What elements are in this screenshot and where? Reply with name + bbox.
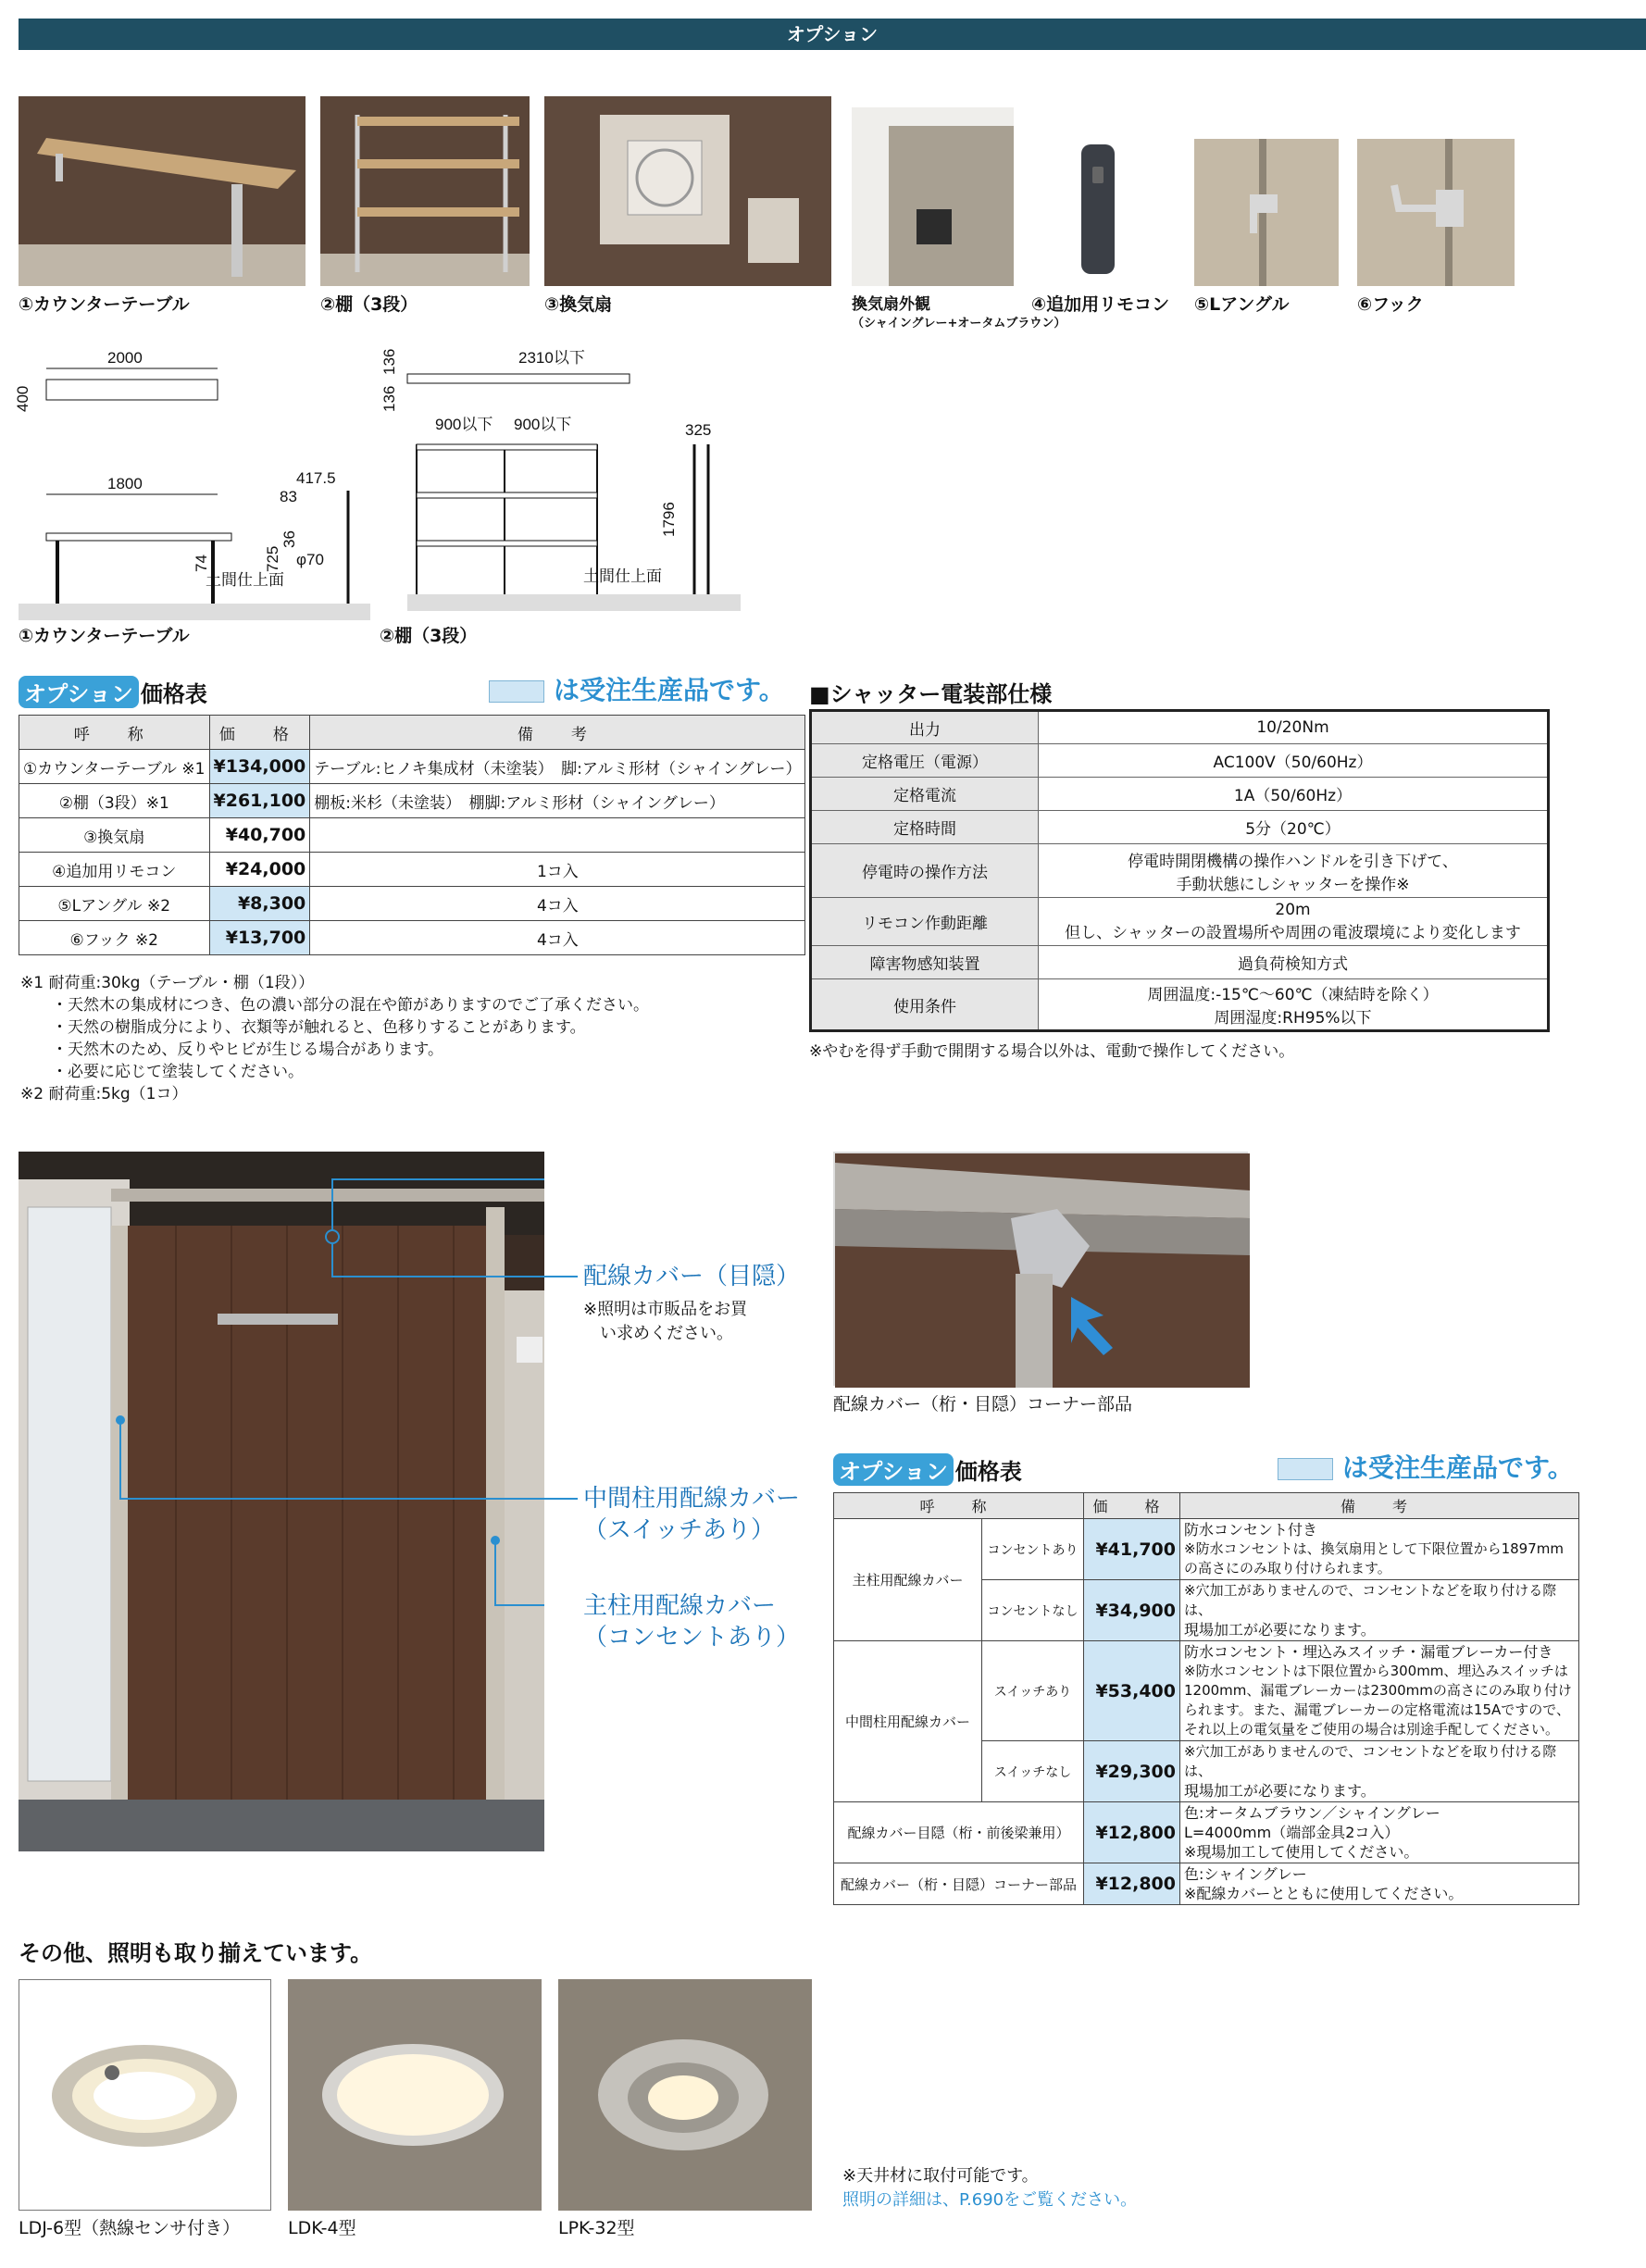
spec-value: 過負荷検知方式: [1039, 946, 1549, 979]
remark-line: 防水コンセント・埋込みスイッチ・漏電ブレーカー付き: [1184, 1643, 1553, 1661]
spec-value-line: 周囲湿度:RH95%以下: [1214, 1009, 1372, 1028]
spec-value: AC100V（50/60Hz）: [1039, 744, 1549, 778]
row-price: ¥261,100: [209, 784, 310, 818]
row-name: ⑤Lアングル ※2: [19, 887, 210, 921]
row-price: ¥8,300: [209, 887, 310, 921]
shutter-footnote: ※やむを得ず手動で開閉する場合以外は、電動で操作してください。: [809, 1042, 1295, 1061]
row-price: ¥13,700: [209, 921, 310, 955]
section-header: オプション: [19, 19, 1646, 50]
counter-caption: ①カウンターテーブル: [19, 294, 190, 315]
callout-line: （コンセントあり）: [583, 1624, 801, 1651]
wiring-cover-callout: 配線カバー（目隠）: [583, 1263, 801, 1290]
dim-36: 36: [281, 530, 298, 548]
row-sub: スイッチなし: [982, 1741, 1084, 1802]
remark-line: 防水コンセント付き: [1184, 1521, 1318, 1539]
row-price: ¥12,800: [1084, 1802, 1180, 1863]
mid-post-cover-callout: [583, 1483, 800, 1546]
table-header-row: [834, 1493, 1579, 1519]
callout-line: 主柱用配線カバー: [583, 1592, 777, 1620]
corner-part-illustration: [835, 1153, 1250, 1388]
shelf-caption: ②棚（3段）: [320, 294, 418, 315]
remark-line: ※防水コンセントは、換気扇用として下限位置から1897mm: [1184, 1540, 1564, 1557]
fan-illustration: [544, 96, 831, 286]
row-price: ¥40,700: [209, 818, 310, 853]
remote-illustration: [1079, 144, 1116, 274]
callout-leader-extensions: [544, 1176, 581, 1407]
spec-value-line: 但し、シャッターの設置場所や周囲の電波環境により変化します: [1065, 924, 1521, 942]
spec-value: [1039, 844, 1549, 898]
lighting-title: その他、照明も取り揃えています。: [19, 1940, 373, 1966]
lpk32-caption: LPK-32型: [558, 2218, 635, 2238]
price-table1: [19, 715, 805, 955]
remark-line: 現場加工が必要になります。: [1184, 1782, 1376, 1800]
spec-label: 出力: [811, 711, 1039, 744]
note-line: ・必要に応じて塗装してください。: [20, 1063, 304, 1081]
made-to-order-note2: [1278, 1448, 1574, 1485]
shelf-dimension-drawing: [380, 343, 741, 620]
row-remark: 棚板:米杉（未塗装） 棚脚:アルミ形材（シャイングレー）: [310, 784, 805, 818]
note-line: ・天然木のため、反りやヒビが生じる場合があります。: [20, 1041, 443, 1059]
remark-line: それ以上の電気量をご使用の場合は別途手配してください。: [1184, 1721, 1560, 1738]
ldk4-light-illustration: [288, 1979, 542, 2211]
dim-2310: 2310以下: [518, 349, 585, 367]
dim-74: 74: [193, 555, 210, 572]
header-remark: 備 考: [1180, 1493, 1579, 1519]
made-to-order-text: は受注生産品です。: [554, 675, 785, 705]
dim-136b: 136: [380, 385, 398, 412]
remote-photo: [1079, 144, 1116, 274]
spec-label: 定格時間: [811, 811, 1039, 844]
spec-value: 5分（20℃）: [1039, 811, 1549, 844]
remark-line: 色:オータムブラウン／シャイングレー: [1184, 1804, 1440, 1822]
shutter-spec-title: ■シャッター電装部仕様: [809, 681, 1053, 707]
spec-value-line: 周囲温度:-15℃～60℃（凍結時を除く）: [1147, 986, 1439, 1004]
header-name: 呼 称: [834, 1493, 1084, 1519]
shelf-photo: [320, 96, 530, 286]
row-remark: テーブル:ヒノキ集成材（未塗装） 脚:アルミ形材（シャイングレー）: [310, 750, 805, 784]
fan-exterior-subcaption: （シャイングレー+オータムブラウン）: [852, 317, 1066, 330]
shutter-spec-table: [809, 709, 1550, 1032]
hook-illustration: [1357, 139, 1515, 286]
remark-line: られます。また、漏電ブレーカーの定格電流は15Aですので、: [1184, 1701, 1570, 1718]
dim-83: 83: [280, 488, 297, 505]
row-price: ¥12,800: [1084, 1863, 1180, 1905]
note-line: ・天然の樹脂成分により、衣類等が触れると、色移りすることがあります。: [20, 1018, 586, 1037]
note-line: ※2 耐荷重:5kg（1コ）: [20, 1085, 188, 1103]
corner-part-caption: 配線カバー（桁・目隠）コーナー部品: [833, 1394, 1133, 1414]
option-badge: オプション: [833, 1453, 954, 1486]
remark-line: L=4000mm（端部金具2コ入）: [1184, 1824, 1400, 1841]
row-remark: [1180, 1641, 1579, 1741]
counter-table-photo: [19, 96, 306, 286]
spec-label: 定格電流: [811, 778, 1039, 811]
ldj6-photo: [19, 1979, 271, 2211]
table-row: [19, 818, 805, 853]
lpk32-light-illustration: [558, 1979, 812, 2211]
lpk32-photo: [558, 1979, 812, 2211]
floor-label: 土間仕上面: [206, 571, 284, 589]
row-remark: [1180, 1741, 1579, 1802]
row-name: ④追加用リモコン: [19, 853, 210, 887]
table-row: [19, 853, 805, 887]
spec-row: [811, 778, 1549, 811]
table-row: [834, 1863, 1579, 1905]
price-table1-notes: [20, 972, 649, 1105]
note-line: ※照明は市販品をお買: [583, 1300, 748, 1319]
row-name: 配線カバー目隠（桁・前後梁兼用）: [834, 1802, 1084, 1863]
spec-row: [811, 844, 1549, 898]
spec-label: 障害物感知装置: [811, 946, 1039, 979]
row-name: ②棚（3段）※1: [19, 784, 210, 818]
spec-row: [811, 898, 1549, 946]
spec-row: [811, 946, 1549, 979]
remark-line: ※現場加工して使用してください。: [1184, 1843, 1419, 1861]
fan-exterior-illustration: [852, 107, 1014, 286]
header-remark: 備 考: [310, 716, 805, 750]
hook-caption: ⑥フック: [1357, 294, 1424, 315]
row-remark: [1180, 1802, 1579, 1863]
mid-post-label: 中間柱用配線カバー: [834, 1641, 982, 1802]
spec-label: 定格電圧（電源）: [811, 744, 1039, 778]
main-post-cover-callout: [583, 1590, 800, 1653]
table-row: [834, 1641, 1579, 1741]
header-name: 呼 称: [19, 716, 210, 750]
row-remark: [1180, 1519, 1579, 1580]
price-table-label: 価格表: [954, 1459, 1022, 1485]
table-row: [19, 921, 805, 955]
angle-illustration: [1194, 139, 1339, 286]
fan-caption: ③換気扇: [544, 294, 613, 315]
made-to-order-text: は受注生産品です。: [1342, 1452, 1574, 1483]
note-line: い求めください。: [583, 1324, 733, 1343]
spec-row: [811, 979, 1549, 1031]
made-to-order-note: [489, 670, 785, 707]
header-price: 価 格: [209, 716, 310, 750]
remote-caption: ④追加用リモコン: [1031, 294, 1170, 315]
interior-photo: [19, 1152, 544, 1851]
main-post-label: 主柱用配線カバー: [834, 1519, 982, 1641]
spec-row: [811, 711, 1549, 744]
lighting-purchase-note: [583, 1298, 747, 1346]
row-remark: [310, 818, 805, 853]
row-price: ¥53,400: [1084, 1641, 1180, 1741]
callout-line: （スイッチあり）: [583, 1516, 775, 1544]
option-badge: オプション: [19, 676, 139, 708]
price-table1-title: [19, 676, 207, 708]
remark-line: ※穴加工がありませんので、コンセントなどを取り付ける際は、: [1184, 1743, 1557, 1779]
note-line: ・天然木の集成材につき、色の濃い部分の混在や節がありますのでご了承ください。: [20, 996, 649, 1015]
ceiling-install-note: ※天井材に取付可能です。: [842, 2166, 1039, 2186]
remark-line: 現場加工が必要になります。: [1184, 1621, 1376, 1639]
spec-value-line: 手動状態にしシャッターを操作※: [1176, 875, 1410, 894]
row-price: ¥41,700: [1084, 1519, 1180, 1580]
table-row: [19, 750, 805, 784]
fan-exterior-caption: 換気扇外観: [852, 295, 930, 314]
floor2-label: 土間仕上面: [583, 567, 662, 585]
table-row: [19, 887, 805, 921]
table-row: [834, 1519, 1579, 1580]
spec-value: [1039, 979, 1549, 1031]
spec-value-line: 20m: [1275, 901, 1311, 919]
spec-value: [1039, 898, 1549, 946]
remark-line: の高さにのみ取り付けられます。: [1184, 1560, 1391, 1576]
ldj6-light-illustration: [19, 1980, 270, 2210]
counter-table-illustration: [19, 96, 306, 286]
fan-exterior-photo: [852, 107, 1014, 286]
corner-part-photo: [833, 1152, 1248, 1386]
interior-callout-lines: [19, 1152, 544, 1851]
spec-value: 10/20Nm: [1039, 711, 1549, 744]
dim-1800: 1800: [107, 475, 143, 492]
counter-drawing-caption: ①カウンターテーブル: [19, 626, 190, 646]
dim-phi70: φ70: [296, 551, 324, 568]
row-sub: コンセントあり: [982, 1519, 1084, 1580]
price-table2: [833, 1492, 1579, 1905]
row-name: ③換気扇: [19, 818, 210, 853]
callout-line: 中間柱用配線カバー: [583, 1485, 801, 1513]
dim-325: 325: [685, 421, 712, 439]
spec-value: 1A（50/60Hz）: [1039, 778, 1549, 811]
dim-725: 725: [264, 545, 281, 572]
price-table2-title: [833, 1453, 1022, 1486]
counter-dimension-drawing: [14, 343, 380, 620]
row-sub: スイッチあり: [982, 1641, 1084, 1741]
made-to-order-swatch: [1278, 1458, 1333, 1480]
table-header-row: [19, 716, 805, 750]
spec-label: 停電時の操作方法: [811, 844, 1039, 898]
row-name: ⑥フック ※2: [19, 921, 210, 955]
row-name: ①カウンターテーブル ※1: [19, 750, 210, 784]
dim-1796: 1796: [660, 502, 678, 537]
shelf-drawing-caption: ②棚（3段）: [380, 626, 478, 646]
lighting-details-note: 照明の詳細は、P.690をご覧ください。: [842, 2190, 1138, 2210]
header-price: 価 格: [1084, 1493, 1180, 1519]
dim-900a: 900以下: [435, 416, 493, 433]
table-row: [834, 1802, 1579, 1863]
hook-photo: [1357, 139, 1515, 286]
ldj6-caption: LDJ-6型（熱線センサ付き）: [19, 2218, 241, 2238]
spec-row: [811, 744, 1549, 778]
dim-900b: 900以下: [514, 416, 572, 433]
row-remark: 1コ入: [310, 853, 805, 887]
row-price: ¥24,000: [209, 853, 310, 887]
ldk4-caption: LDK-4型: [288, 2218, 356, 2238]
row-name: 配線カバー（桁・目隠）コーナー部品: [834, 1863, 1084, 1905]
fan-photo: [544, 96, 831, 286]
spec-row: [811, 811, 1549, 844]
angle-caption: ⑤Lアングル: [1194, 294, 1290, 315]
dim-4175: 417.5: [296, 469, 336, 487]
price-table-label: 価格表: [140, 681, 207, 707]
made-to-order-swatch: [489, 680, 544, 703]
angle-photo: [1194, 139, 1339, 286]
spec-label: リモコン作動距離: [811, 898, 1039, 946]
dim-2000: 2000: [107, 349, 143, 367]
spec-value-line: 停電時開閉機構の操作ハンドルを引き下げて、: [1128, 852, 1458, 871]
remark-line: ※穴加工がありませんので、コンセントなどを取り付ける際は、: [1184, 1582, 1557, 1618]
remark-line: ※配線カバーとともに使用してください。: [1184, 1885, 1464, 1902]
row-remark: 4コ入: [310, 887, 805, 921]
remark-line: 色:シャイングレー: [1184, 1865, 1307, 1883]
row-remark: [1180, 1580, 1579, 1641]
remark-line: 1200mm、漏電ブレーカーは2300mmの高さにのみ取り付け: [1184, 1682, 1572, 1699]
shelf-illustration: [320, 96, 530, 286]
remark-line: ※防水コンセントは下限位置から300mm、埋込みスイッチは: [1184, 1663, 1568, 1679]
row-remark: [1180, 1863, 1579, 1905]
dim-136a: 136: [380, 348, 398, 375]
spec-label: 使用条件: [811, 979, 1039, 1031]
table-row: [19, 784, 805, 818]
row-remark: 4コ入: [310, 921, 805, 955]
row-price: ¥134,000: [209, 750, 310, 784]
row-price: ¥29,300: [1084, 1741, 1180, 1802]
row-sub: コンセントなし: [982, 1580, 1084, 1641]
row-price: ¥34,900: [1084, 1580, 1180, 1641]
dim-400: 400: [14, 385, 31, 412]
note-line: ※1 耐荷重:30kg（テーブル・棚（1段））: [20, 974, 315, 992]
ldk4-photo: [288, 1979, 542, 2211]
